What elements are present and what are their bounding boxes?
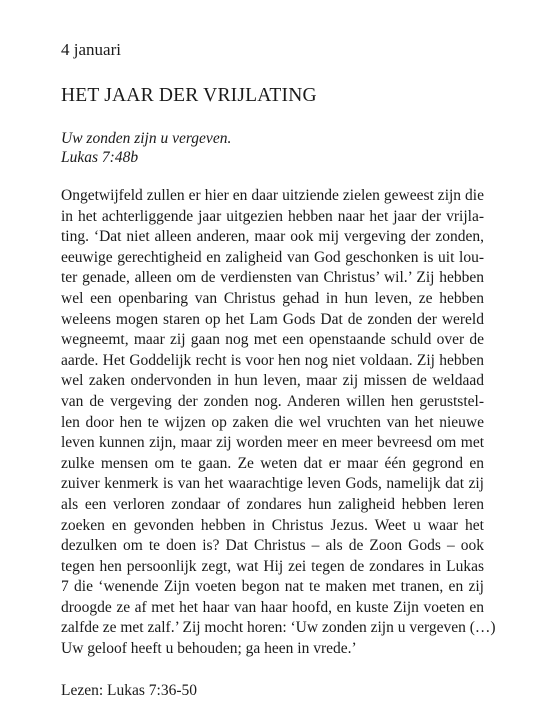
body-line: van de vergeving der zonden nog. Anderen willen hen geruststel- <box>61 392 484 410</box>
body-line: zalfde ze met zalf.’ Zij mocht horen: ‘Uw zonden zijn u vergeven (…) <box>61 619 496 637</box>
date-heading: 4 januari <box>61 40 121 59</box>
body-line: zoeken en gevonden hebben in Christus Jezus. Weet u waar het <box>61 516 484 534</box>
verse-text: Uw zonden zijn u vergeven. <box>61 130 232 147</box>
body-line: aarde. Het Goddelijk recht is voor hen nog niet voldaan. Zij hebben <box>61 351 484 369</box>
body-line: wegneemt, maar zij gaan nog met een openstaande schuld over de <box>61 331 484 349</box>
body-line: Uw geloof heeft u behouden; ga heen in vrede.’ <box>61 640 357 658</box>
body-line: Ongetwijfeld zullen er hier en daar uitziende zielen geweest zijn die <box>61 187 484 204</box>
body-line: wel zaken ondervonden in hun leven, maar zij missen de weldaad <box>61 372 484 390</box>
body-line: leven kunnen zijn, maar zij worden meer en meer bevreesd om met <box>61 434 484 452</box>
body-line: eeuwige gerechtigheid en zaligheid van God geschonken is uit lou- <box>61 248 484 266</box>
verse-reference: Lukas 7:48b <box>61 149 139 166</box>
body-line: droogde ze af met het haar van haar hoofd, en kuste Zijn voeten en <box>61 598 484 616</box>
body-line: als een verloren zondaar of zondares hun zaligheid hebben leren <box>61 495 484 513</box>
body-line: len door hen te wijzen op zaken die wel vruchten van het nieuwe <box>61 413 484 431</box>
body-line: ting. ‘Dat niet alleen anderen, maar ook mij vergeving der zonden, <box>61 228 484 246</box>
body-line: dezulken om te doen is? Dat Christus – als de Zoon Gods – ook <box>61 537 484 555</box>
body-line: ter genade, alleen om de verdiensten van Christus’ wil.’ Zij hebben <box>61 269 484 287</box>
body-line: weleens mogen staren op het Lam Gods Dat de zonden der wereld <box>61 310 484 328</box>
reading-reference: Lezen: Lukas 7:36-50 <box>61 681 198 699</box>
body-line: in het achterliggende jaar uitgezien hebben naar het jaar der vrijla- <box>61 207 484 225</box>
scripture-verse <box>61 129 484 167</box>
body-paragraph <box>61 186 496 660</box>
body-line: tegen hen persoonlijk zegt, wat Hij zei tegen de zondares in Lukas <box>61 557 484 575</box>
body-line: zulke mensen om te gaan. Ze weten dat er maar één gegrond en <box>61 454 484 472</box>
page-title: HET JAAR DER VRIJLATING <box>61 85 317 106</box>
body-line: wel een openbaring van Christus gehad in hun leven, ze hebben <box>61 289 484 307</box>
devotional-page <box>61 40 496 700</box>
body-line: 7 die ‘wenende Zijn voeten begon nat te maken met tranen, en zij <box>61 578 484 596</box>
body-line: zuiver kenmerk is van het waarachtige leven Gods, namelijk dat zij <box>61 475 484 493</box>
